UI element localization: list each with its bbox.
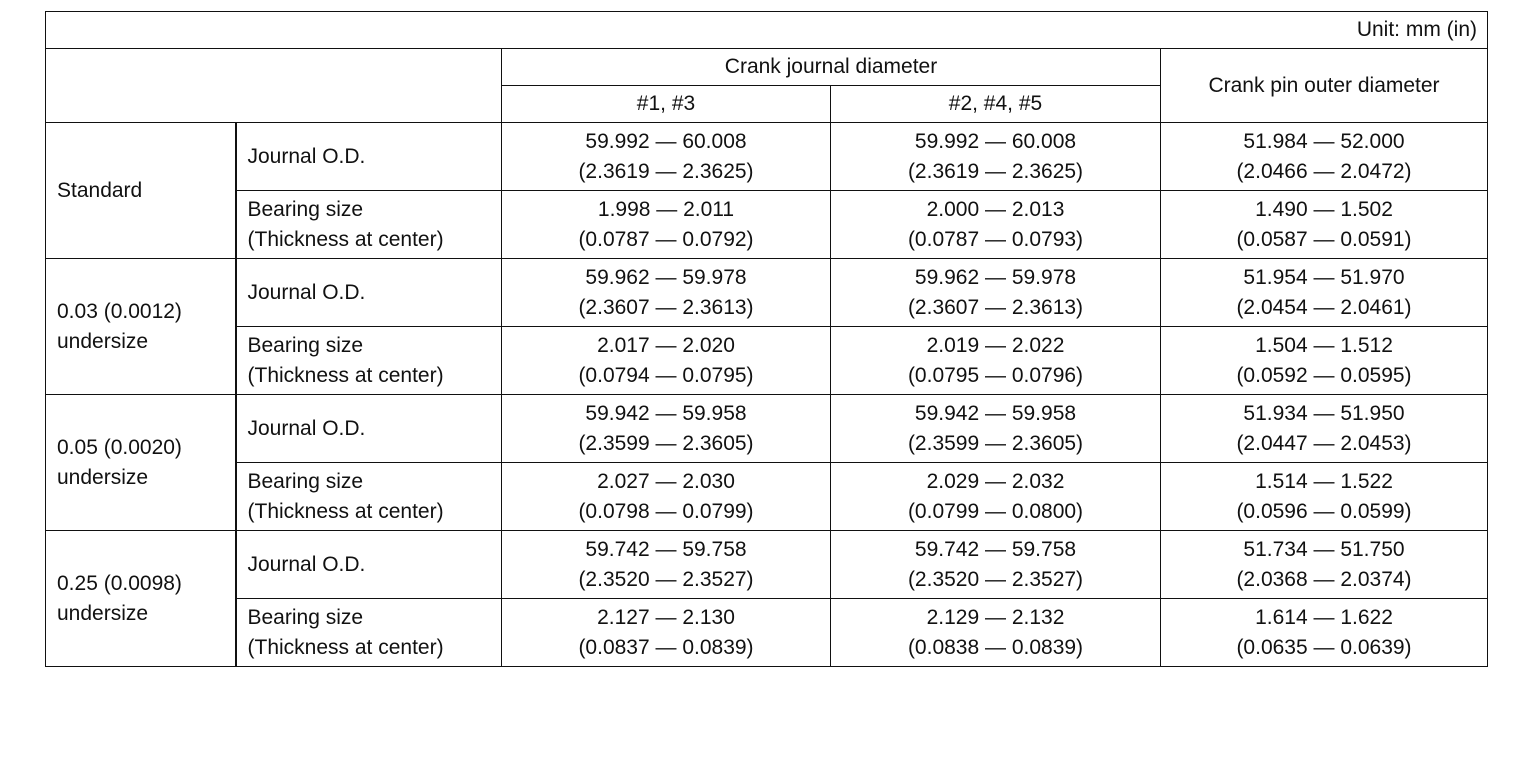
header-blank-cell bbox=[46, 49, 502, 123]
pin-diameter-value bbox=[1161, 531, 1488, 599]
pin-diameter-value bbox=[1161, 395, 1488, 463]
value-in: (0.0794 — 0.0795) bbox=[578, 363, 754, 387]
measurement-type-label bbox=[236, 191, 502, 259]
pin-diameter-value bbox=[1161, 463, 1488, 531]
value-mm: 51.954 — 51.970 bbox=[1243, 265, 1405, 289]
size-category-label bbox=[46, 531, 236, 667]
value-in: (0.0596 — 0.0599) bbox=[1236, 499, 1412, 523]
size-category-label bbox=[46, 259, 236, 395]
value-in: (2.3520 — 2.3527) bbox=[907, 567, 1084, 591]
value-in: (0.0635 — 0.0639) bbox=[1236, 635, 1412, 659]
table-row bbox=[46, 599, 1488, 667]
value-mm: 59.942 — 59.958 bbox=[585, 401, 747, 425]
value-in: (0.0795 — 0.0796) bbox=[907, 363, 1084, 387]
value-in: (2.0447 — 2.0453) bbox=[1236, 431, 1412, 455]
table-row bbox=[46, 531, 1488, 599]
value-mm: 51.934 — 51.950 bbox=[1243, 401, 1405, 425]
journal-1-3-value bbox=[502, 123, 831, 191]
size-category-line: Standard bbox=[57, 178, 143, 202]
value-in: (0.0787 — 0.0793) bbox=[907, 227, 1084, 251]
value-mm: 51.734 — 51.750 bbox=[1243, 537, 1405, 561]
value-mm: 1.514 — 1.522 bbox=[1255, 469, 1393, 493]
value-mm: 1.504 — 1.512 bbox=[1255, 333, 1393, 357]
value-in: (2.3520 — 2.3527) bbox=[578, 567, 754, 591]
value-mm: 59.992 — 60.008 bbox=[585, 129, 747, 153]
measurement-type-line: Journal O.D. bbox=[247, 552, 366, 576]
value-mm: 59.742 — 59.758 bbox=[914, 537, 1077, 561]
value-in: (2.3619 — 2.3625) bbox=[907, 159, 1084, 183]
measurement-type-label bbox=[236, 259, 502, 327]
table-row bbox=[46, 123, 1488, 191]
value-mm: 1.614 — 1.622 bbox=[1255, 605, 1393, 629]
value-in: (0.0587 — 0.0591) bbox=[1236, 227, 1412, 251]
value-in: (2.3607 — 2.3613) bbox=[578, 295, 754, 319]
measurement-type-label bbox=[236, 599, 502, 667]
value-mm: 59.742 — 59.758 bbox=[585, 537, 747, 561]
measurement-type-label bbox=[236, 395, 502, 463]
measurement-type-label bbox=[236, 123, 502, 191]
journal-col-2-header: #2, #4, #5 bbox=[831, 86, 1161, 123]
value-in: (0.0592 — 0.0595) bbox=[1236, 363, 1412, 387]
value-in: (2.0466 — 2.0472) bbox=[1236, 159, 1412, 183]
crankshaft-spec-table bbox=[45, 11, 1488, 667]
value-mm: 59.962 — 59.978 bbox=[914, 265, 1077, 289]
size-category-label bbox=[46, 395, 236, 531]
value-mm: 2.027 — 2.030 bbox=[597, 469, 735, 493]
table-row bbox=[46, 395, 1488, 463]
journal-1-3-value bbox=[502, 463, 831, 531]
journal-2-4-5-value bbox=[831, 259, 1161, 327]
journal-1-3-value bbox=[502, 327, 831, 395]
measurement-type-line: Bearing size bbox=[247, 469, 364, 493]
size-category-line: undersize bbox=[57, 329, 149, 353]
journal-2-4-5-value bbox=[831, 599, 1161, 667]
value-mm: 2.129 — 2.132 bbox=[926, 605, 1065, 629]
measurement-type-line: (Thickness at center) bbox=[247, 227, 444, 251]
pin-diameter-value bbox=[1161, 123, 1488, 191]
journal-2-4-5-value bbox=[831, 327, 1161, 395]
value-mm: 59.962 — 59.978 bbox=[585, 265, 747, 289]
table-row bbox=[46, 327, 1488, 395]
size-category-line: 0.03 (0.0012) bbox=[57, 299, 182, 323]
measurement-type-line: Bearing size bbox=[247, 605, 364, 629]
journal-diameter-header: Crank journal diameter bbox=[502, 49, 1161, 86]
value-mm: 59.992 — 60.008 bbox=[914, 129, 1077, 153]
measurement-type-line: (Thickness at center) bbox=[247, 363, 444, 387]
measurement-type-line: Journal O.D. bbox=[247, 416, 366, 440]
size-category-line: 0.05 (0.0020) bbox=[57, 435, 182, 459]
pin-diameter-value bbox=[1161, 599, 1488, 667]
measurement-type-line: Journal O.D. bbox=[247, 280, 366, 304]
measurement-type-line: (Thickness at center) bbox=[247, 499, 444, 523]
value-in: (2.0454 — 2.0461) bbox=[1236, 295, 1412, 319]
table-row bbox=[46, 191, 1488, 259]
value-mm: 1.998 — 2.011 bbox=[597, 197, 735, 221]
size-category-line: undersize bbox=[57, 465, 149, 489]
measurement-type-label bbox=[236, 531, 502, 599]
measurement-type-label bbox=[236, 327, 502, 395]
value-in: (0.0838 — 0.0839) bbox=[907, 635, 1084, 659]
size-category-line: 0.25 (0.0098) bbox=[57, 571, 182, 595]
measurement-type-line: (Thickness at center) bbox=[247, 635, 444, 659]
value-in: (2.3607 — 2.3613) bbox=[907, 295, 1084, 319]
journal-2-4-5-value bbox=[831, 123, 1161, 191]
pin-diameter-value bbox=[1161, 191, 1488, 259]
pin-diameter-header: Crank pin outer diameter bbox=[1161, 49, 1488, 123]
size-category-line: undersize bbox=[57, 601, 149, 625]
measurement-type-line: Journal O.D. bbox=[247, 144, 366, 168]
journal-col-1-header: #1, #3 bbox=[502, 86, 831, 123]
value-in: (0.0787 — 0.0792) bbox=[578, 227, 754, 251]
journal-1-3-value bbox=[502, 259, 831, 327]
journal-1-3-value bbox=[502, 599, 831, 667]
journal-1-3-value bbox=[502, 531, 831, 599]
journal-2-4-5-value bbox=[831, 463, 1161, 531]
value-in: (2.3599 — 2.3605) bbox=[907, 431, 1084, 455]
unit-row bbox=[46, 12, 1488, 49]
measurement-type-line: Bearing size bbox=[247, 333, 364, 357]
journal-2-4-5-value bbox=[831, 531, 1161, 599]
journal-2-4-5-value bbox=[831, 395, 1161, 463]
value-mm: 1.490 — 1.502 bbox=[1255, 197, 1393, 221]
value-mm: 51.984 — 52.000 bbox=[1243, 129, 1405, 153]
size-category-label bbox=[46, 123, 236, 259]
measurement-type-label bbox=[236, 463, 502, 531]
value-in: (0.0798 — 0.0799) bbox=[578, 499, 754, 523]
spec-table-body bbox=[46, 12, 1488, 667]
value-mm: 2.029 — 2.032 bbox=[926, 469, 1065, 493]
value-mm: 59.942 — 59.958 bbox=[914, 401, 1077, 425]
unit-label: Unit: mm (in) bbox=[46, 12, 1488, 49]
value-in: (2.3619 — 2.3625) bbox=[578, 159, 754, 183]
journal-1-3-value bbox=[502, 191, 831, 259]
value-mm: 2.017 — 2.020 bbox=[597, 333, 735, 357]
journal-2-4-5-value bbox=[831, 191, 1161, 259]
journal-1-3-value bbox=[502, 395, 831, 463]
value-in: (2.3599 — 2.3605) bbox=[578, 431, 754, 455]
pin-diameter-value bbox=[1161, 327, 1488, 395]
value-in: (2.0368 — 2.0374) bbox=[1236, 567, 1412, 591]
table-row bbox=[46, 259, 1488, 327]
pin-diameter-value bbox=[1161, 259, 1488, 327]
table-row bbox=[46, 463, 1488, 531]
value-mm: 2.127 — 2.130 bbox=[597, 605, 735, 629]
value-mm: 2.000 — 2.013 bbox=[926, 197, 1065, 221]
value-in: (0.0837 — 0.0839) bbox=[578, 635, 754, 659]
header-row-1 bbox=[46, 49, 1488, 86]
value-in: (0.0799 — 0.0800) bbox=[907, 499, 1084, 523]
value-mm: 2.019 — 2.022 bbox=[926, 333, 1065, 357]
measurement-type-line: Bearing size bbox=[247, 197, 364, 221]
